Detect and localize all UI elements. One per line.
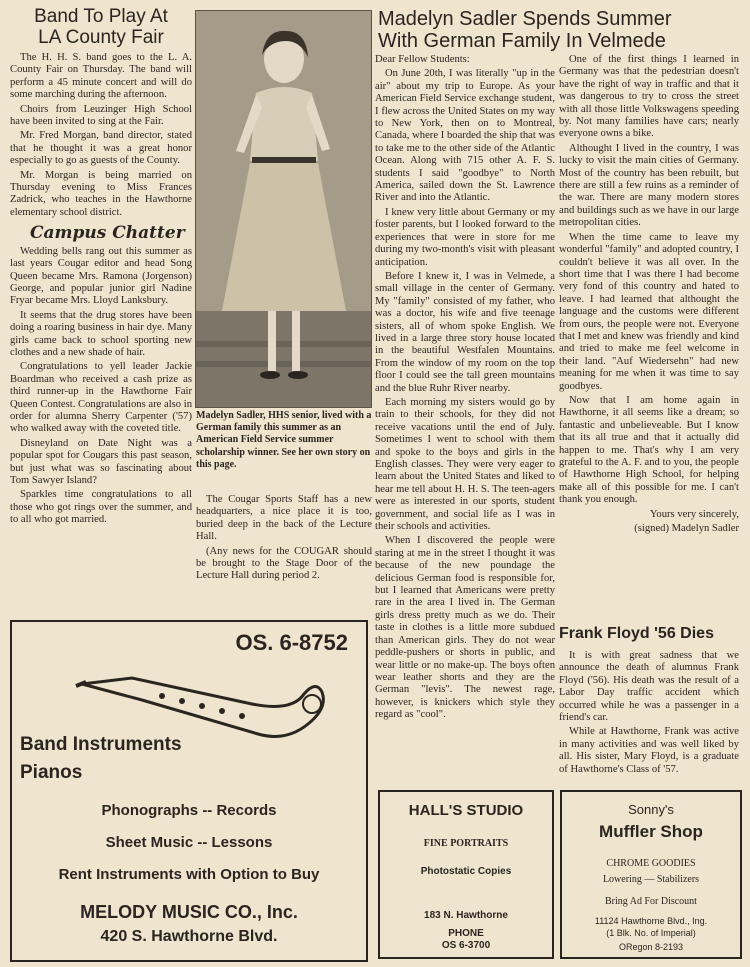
sadler-paragraph: When the time came to leave my wonderful "family" and adopted country, I couldn't believe it was all over. In the short time that I was there I had become very fond of this country and hated to leave. I had learned that althought the language and the customs were different from ours, the people were not. Everyone that I met and knew was friendly and kind and tried to make me feel welcome in their land. "Auf Wiedersehn" had new meaning for me when it was time to say goodbyes.: [559, 231, 739, 392]
sadler-paragraph: Now that I am home again in Hawthorne, it all seems like a dream; so fantastic and unbelieveable. But I know that its all true and that it actually did happen to me. That's why I am very grateful to the A. F. and to you, the people of Hawthorne High School, for helping make all of this possible for me. I can't thank you enough.: [559, 394, 739, 506]
melody-music-ad: [10, 620, 368, 962]
melody-address: 420 S. Hawthorne Blvd.: [100, 928, 278, 945]
sadler-signature: (signed) Madelyn Sadler: [634, 523, 739, 535]
sonnys-discount: Bring Ad For Discount: [605, 896, 697, 907]
halls-photostatic: Photostatic Copies: [420, 866, 512, 877]
band-article: [10, 6, 192, 529]
band-paragraph: Mr. Fred Morgan, band director, stated that he thought it was a great honor especially to go as guests of the County.: [10, 130, 192, 167]
sonnys-address: 11124 Hawthorne Blvd., Ing.: [594, 916, 708, 926]
sadler-paragraph: Althought I lived in the country, I was lucky to visit the main cities of Germany. Most of the country has been rebuilt, but there are still a few ruins as a reminder of the war. There are many modern stores and buildings such as we have in our large metropolitan cities.: [559, 142, 739, 229]
chatter-paragraph: It seems that the drug stores have been doing a roaring business in hair dye. Many girls came back to school sporting new clothes and a new shade of hair.: [10, 309, 192, 358]
band-paragraph: The H. H. S. band goes to the L. A. County Fair on Thursday. The band will perform a 45 minute concert and will do some marching during the afternoon.: [10, 52, 192, 101]
chatter-paragraph: The Cougar Sports Staff has a new headquarters, a nice place it is too, buried deep in the back of the Lecture Hall.: [196, 494, 372, 543]
sadler-paragraph: On June 20th, I was literally "up in the air" about my trip to Europe. As your American Field Service exchange student, I flew across the United States on my way to New York, then on to Montreal, Canada, where I boarded the ship that was to take me to the other side of the Atlantic Ocean. Along with 715 other A. F. S. students I said "goodbye" to North America, sailed down the St. Lawrence River and into the Atlantic.: [375, 68, 555, 204]
floyd-paragraph: It is with great sadness that we announce the death of alumnus Frank Floyd ('56). His death was the result of a Labor Day traffic accident which occurred while he was a passenger in a friend's car.: [559, 650, 739, 724]
sadler-article-column-2: [559, 54, 739, 537]
melody-line-sheet-music: Sheet Music -- Lessons: [105, 834, 273, 851]
photo-caption: Madelyn Sadler, HHS senior, lived with a German family this summer as an American Field Service summer scholarship winner. See her own story on this page.: [196, 410, 372, 470]
band-headline-line-1: Band To Play At: [34, 6, 168, 27]
sadler-paragraph: Before I knew it, I was in Velmede, a small village in the center of Germany. My "family" consisted of my father, who was a doctor, his wife and five teenage sisters, all of whom spoke English. We lived in a large three story house located in the beautiful Westfalen Mountains. From the window of my room on the top floor I could see the tall green mountains and the blue Ruhr River nearby.: [375, 270, 555, 394]
floyd-article: [559, 650, 739, 778]
floyd-headline: Frank Floyd '56 Dies: [559, 625, 714, 642]
sadler-headline: [378, 8, 738, 52]
sonnys-chrome: CHROME GOODIES: [606, 858, 696, 869]
sadler-headline-line-2: With German Family In Velmede: [378, 30, 666, 52]
halls-name: HALL'S STUDIO: [408, 802, 524, 819]
photo-illustration: [196, 11, 371, 407]
sadler-headline-line-1: Madelyn Sadler Spends Summer: [378, 8, 672, 30]
chatter-paragraph: Congratulations to yell leader Jackie Boardman who received a cash prize as third runner-up in the Hawthorne Fair Queen Contest. Congratulations are also in order for alumna Sherry Carpenter ('57) who walked away with the coveted title.: [10, 361, 192, 435]
sadler-closing: Yours very sincerely,: [649, 508, 739, 520]
sonnys-lowering: Lowering — Stabilizers: [602, 874, 700, 885]
sonnys-phone: ORegon 8-2193: [618, 942, 684, 952]
madelyn-sadler-photo: [195, 10, 372, 408]
halls-studio-ad: [378, 790, 554, 959]
halls-fine-portraits: FINE PORTRAITS: [423, 838, 509, 849]
sadler-paragraph: I knew very little about Germany or my foster parents, but I looked forward to the experiences that were in store for me during my two-month's visit with pleasant anticipation.: [375, 206, 555, 268]
melody-line-pianos: Pianos: [20, 762, 83, 783]
sadler-paragraph: One of the first things I learned in Germany was that the pedestrian doesn't have the right of way in traffic and that it was dangerous to try to cross the street with all those little Volkswagens speeding by. Not many families have cars; nearly everyone owns a bike.: [559, 54, 739, 140]
floyd-paragraph: While at Hawthorne, Frank was active in many activities and was well liked by all. His sister, Mary Floyd, is a graduate of Hawthorne's Class of '57.: [559, 726, 739, 775]
chatter-paragraph: Disneyland on Date Night was a popular spot for Cougars this past season, but just what was so fascinating about Tom Sawyer Island?: [10, 437, 192, 486]
halls-phone-label: PHONE: [448, 928, 484, 939]
melody-line-band-instruments: Band Instruments: [20, 734, 182, 755]
halls-address: 183 N. Hawthorne: [424, 910, 508, 921]
sadler-paragraph: Each morning my sisters would go by train to their schools, for they did not receive vacations until the end of July. Sometimes I went to school with them and spoke to the boys and girls in the English classes. They were very eager to learn about the United States and liked to hear me tell about H. H. S. The teen-agers were as interested in our sports, student government, and social life as I was in their schools and activities.: [375, 396, 555, 533]
chatter-paragraph: Wedding bells rang out this summer as last years Cougar editor and head Song Queen became Mrs. Ramona (Jorgenson) George, and popular junior girl Nadine Fryar became Mrs. Lloyd Lanksbury.: [10, 245, 192, 307]
band-paragraph: Choirs from Leuzinger High School have been invited to sing at the Fair.: [10, 103, 192, 128]
melody-phone: OS. 6-8752: [235, 630, 348, 655]
band-paragraph: Mr. Morgan is being married on Thursday evening to Miss Frances Zadrick, who teaches in the Hawthorne elementary school district.: [10, 169, 192, 218]
melody-line-phonographs: Phonographs -- Records: [101, 802, 277, 819]
sonnys-name-2: Muffler Shop: [599, 822, 703, 841]
sadler-salutation: Dear Fellow Students:: [375, 54, 470, 65]
chatter-continued: [196, 494, 372, 585]
chatter-paragraph: Sparkles time congratulations to all those who got rings over the summer, and to all who got married.: [10, 489, 192, 526]
band-headline-line-2: LA County Fair: [38, 27, 164, 48]
sonnys-name-1: Sonny's: [628, 802, 674, 817]
melody-line-rent: Rent Instruments with Option to Buy: [58, 866, 320, 883]
sadler-paragraph: When I discovered the people were staring at me in the street I thought it was because of the new poundage the delicious German food is responsible for, but I learned that Americans were pretty rare in the area I lived in. The German girls dress pretty much as we do. Their taste in clothes is a little more subdued than American girls. They do not wear peddle-pushers or shorts in public, and wear little or no make-up. The boys often wear leather shorts and they are the German "levis". The newest rage, however, is knickers which style they regard as "cool".: [375, 535, 555, 721]
campus-chatter-heading: Campus Chatter: [30, 223, 185, 244]
sonnys-block: (1 Blk. No. of Imperial): [606, 928, 696, 938]
halls-phone: OS 6-3700: [441, 940, 491, 951]
band-headline: [10, 6, 192, 48]
sonnys-muffler-ad: [560, 790, 742, 959]
chatter-paragraph: (Any news for the COUGAR should be brought to the Stage Door of the Lecture Hall during period 2.: [196, 545, 372, 582]
melody-company-name: MELODY MUSIC CO., Inc.: [80, 902, 298, 922]
sadler-article-column-1: [375, 54, 555, 724]
